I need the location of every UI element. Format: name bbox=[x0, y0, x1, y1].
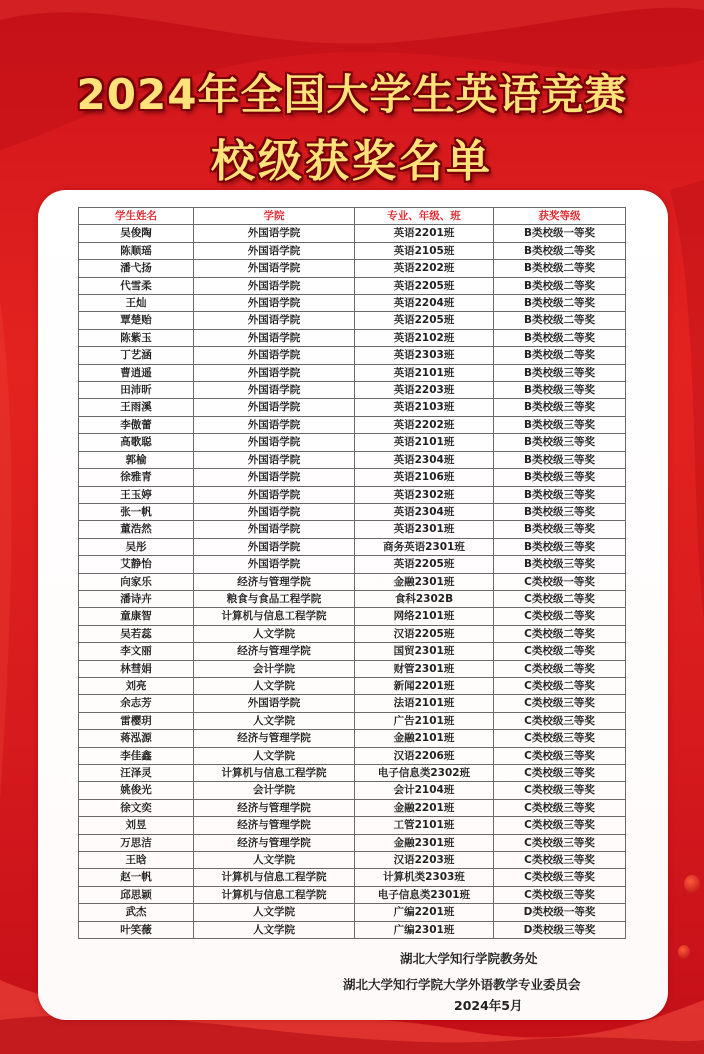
title-line-1: 2024年全国大学生英语竞赛 bbox=[76, 70, 628, 119]
cell-college: 人文学院 bbox=[194, 852, 355, 869]
cell-major-class: 金融2301班 bbox=[355, 834, 494, 851]
cell-award-level: C类校级三等奖 bbox=[494, 852, 626, 869]
cell-student-name: 万思洁 bbox=[79, 834, 194, 851]
cell-college: 人文学院 bbox=[194, 712, 355, 729]
cell-student-name: 叶笑薇 bbox=[79, 921, 194, 938]
table-row bbox=[79, 590, 626, 607]
table-row bbox=[79, 556, 626, 573]
cell-student-name: 潘弋扬 bbox=[79, 260, 194, 277]
table-row bbox=[79, 695, 626, 712]
cell-award-level: B类校级二等奖 bbox=[494, 260, 626, 277]
cell-award-level: B类校级三等奖 bbox=[494, 556, 626, 573]
cell-college: 经济与管理学院 bbox=[194, 573, 355, 590]
cell-major-class: 财管2301班 bbox=[355, 660, 494, 677]
cell-college: 外国语学院 bbox=[194, 521, 355, 538]
table-row bbox=[79, 242, 626, 259]
table-row bbox=[79, 382, 626, 399]
cell-major-class: 英语2203班 bbox=[355, 382, 494, 399]
cell-student-name: 向家乐 bbox=[79, 573, 194, 590]
header-college: 学院 bbox=[194, 208, 355, 225]
header-student-name: 学生姓名 bbox=[79, 208, 194, 225]
cell-major-class: 英语2304班 bbox=[355, 503, 494, 520]
cell-major-class: 商务英语2301班 bbox=[355, 538, 494, 555]
cell-major-class: 食科2302B bbox=[355, 590, 494, 607]
cell-award-level: C类校级三等奖 bbox=[494, 782, 626, 799]
cell-college: 外国语学院 bbox=[194, 295, 355, 312]
cell-student-name: 郭榆 bbox=[79, 451, 194, 468]
cell-student-name: 艾静怡 bbox=[79, 556, 194, 573]
cell-award-level: B类校级二等奖 bbox=[494, 295, 626, 312]
cell-college: 外国语学院 bbox=[194, 329, 355, 346]
cell-college: 外国语学院 bbox=[194, 364, 355, 381]
cell-award-level: B类校级二等奖 bbox=[494, 242, 626, 259]
cell-award-level: C类校级二等奖 bbox=[494, 660, 626, 677]
cell-award-level: B类校级三等奖 bbox=[494, 434, 626, 451]
cell-major-class: 英语2205班 bbox=[355, 556, 494, 573]
cell-award-level: B类校级三等奖 bbox=[494, 451, 626, 468]
cell-student-name: 雷樱玥 bbox=[79, 712, 194, 729]
cell-student-name: 李傲蕾 bbox=[79, 416, 194, 433]
cell-student-name: 林彗娟 bbox=[79, 660, 194, 677]
cell-award-level: B类校级三等奖 bbox=[494, 503, 626, 520]
cell-college: 外国语学院 bbox=[194, 538, 355, 555]
cell-award-level: C类校级二等奖 bbox=[494, 608, 626, 625]
cell-college: 外国语学院 bbox=[194, 312, 355, 329]
cell-award-level: C类校级三等奖 bbox=[494, 730, 626, 747]
cell-award-level: C类校级三等奖 bbox=[494, 817, 626, 834]
table-row bbox=[79, 643, 626, 660]
table-row bbox=[79, 503, 626, 520]
table-row bbox=[79, 225, 626, 242]
table-body bbox=[79, 225, 626, 939]
table-row bbox=[79, 347, 626, 364]
footer-date: 2024年5月 bbox=[454, 998, 523, 1013]
cell-major-class: 英语2302班 bbox=[355, 486, 494, 503]
cell-major-class: 英语2106班 bbox=[355, 469, 494, 486]
cell-student-name: 代雪柔 bbox=[79, 277, 194, 294]
table-row bbox=[79, 904, 626, 921]
cell-student-name: 丁艺涵 bbox=[79, 347, 194, 364]
header-major-class: 专业、年级、班 bbox=[355, 208, 494, 225]
cell-college: 外国语学院 bbox=[194, 503, 355, 520]
cell-college: 经济与管理学院 bbox=[194, 799, 355, 816]
cell-college: 人文学院 bbox=[194, 677, 355, 694]
cell-student-name: 徐雅青 bbox=[79, 469, 194, 486]
cell-award-level: D类校级三等奖 bbox=[494, 921, 626, 938]
cell-student-name: 高歌聪 bbox=[79, 434, 194, 451]
cell-major-class: 广编2201班 bbox=[355, 904, 494, 921]
table-row bbox=[79, 625, 626, 642]
cell-student-name: 刘昱 bbox=[79, 817, 194, 834]
cell-award-level: C类校级二等奖 bbox=[494, 643, 626, 660]
cell-college: 经济与管理学院 bbox=[194, 643, 355, 660]
footer-issuer-2: 湖北大学知行学院大学外语教学专业委员会 bbox=[343, 977, 581, 992]
table-row bbox=[79, 799, 626, 816]
cell-major-class: 英语2101班 bbox=[355, 434, 494, 451]
cell-major-class: 汉语2205班 bbox=[355, 625, 494, 642]
cell-award-level: C类校级三等奖 bbox=[494, 695, 626, 712]
cell-major-class: 英语2201班 bbox=[355, 225, 494, 242]
cell-student-name: 余志芳 bbox=[79, 695, 194, 712]
table-row bbox=[79, 573, 626, 590]
cell-college: 外国语学院 bbox=[194, 277, 355, 294]
cell-student-name: 刘亮 bbox=[79, 677, 194, 694]
cell-college: 人文学院 bbox=[194, 921, 355, 938]
cell-major-class: 英语2205班 bbox=[355, 277, 494, 294]
cell-college: 外国语学院 bbox=[194, 451, 355, 468]
cell-student-name: 姚俊光 bbox=[79, 782, 194, 799]
table-row bbox=[79, 451, 626, 468]
cell-college: 粮食与食品工程学院 bbox=[194, 590, 355, 607]
cell-major-class: 金融2101班 bbox=[355, 730, 494, 747]
table-row bbox=[79, 765, 626, 782]
cell-award-level: B类校级三等奖 bbox=[494, 399, 626, 416]
cell-major-class: 电子信息类2301班 bbox=[355, 886, 494, 903]
cell-college: 外国语学院 bbox=[194, 399, 355, 416]
table-row bbox=[79, 364, 626, 381]
cell-college: 外国语学院 bbox=[194, 225, 355, 242]
cell-student-name: 武杰 bbox=[79, 904, 194, 921]
cell-college: 外国语学院 bbox=[194, 382, 355, 399]
cell-award-level: B类校级二等奖 bbox=[494, 277, 626, 294]
table-row bbox=[79, 469, 626, 486]
cell-award-level: B类校级一等奖 bbox=[494, 225, 626, 242]
cell-student-name: 田沛昕 bbox=[79, 382, 194, 399]
cell-award-level: C类校级二等奖 bbox=[494, 590, 626, 607]
cell-major-class: 英语2303班 bbox=[355, 347, 494, 364]
cell-college: 经济与管理学院 bbox=[194, 817, 355, 834]
table-row bbox=[79, 677, 626, 694]
table-row bbox=[79, 329, 626, 346]
cell-award-level: C类校级三等奖 bbox=[494, 765, 626, 782]
cell-major-class: 网络2101班 bbox=[355, 608, 494, 625]
cell-college: 人文学院 bbox=[194, 904, 355, 921]
cell-college: 外国语学院 bbox=[194, 416, 355, 433]
cell-award-level: C类校级一等奖 bbox=[494, 573, 626, 590]
cell-college: 经济与管理学院 bbox=[194, 834, 355, 851]
cell-student-name: 李佳鑫 bbox=[79, 747, 194, 764]
cell-award-level: C类校级三等奖 bbox=[494, 886, 626, 903]
footer-issuer-1: 湖北大学知行学院教务处 bbox=[400, 951, 538, 966]
cell-college: 计算机与信息工程学院 bbox=[194, 886, 355, 903]
table-row bbox=[79, 277, 626, 294]
table-row bbox=[79, 782, 626, 799]
cell-student-name: 王玉婷 bbox=[79, 486, 194, 503]
cell-award-level: C类校级三等奖 bbox=[494, 799, 626, 816]
cell-student-name: 董浩然 bbox=[79, 521, 194, 538]
cell-major-class: 金融2301班 bbox=[355, 573, 494, 590]
cell-major-class: 广编2301班 bbox=[355, 921, 494, 938]
cell-major-class: 英语2202班 bbox=[355, 260, 494, 277]
cell-award-level: C类校级三等奖 bbox=[494, 712, 626, 729]
cell-award-level: B类校级三等奖 bbox=[494, 382, 626, 399]
cell-award-level: D类校级一等奖 bbox=[494, 904, 626, 921]
table-row bbox=[79, 747, 626, 764]
cell-major-class: 英语2204班 bbox=[355, 295, 494, 312]
table-row bbox=[79, 399, 626, 416]
cell-college: 计算机与信息工程学院 bbox=[194, 608, 355, 625]
cell-award-level: C类校级二等奖 bbox=[494, 625, 626, 642]
cell-award-level: B类校级二等奖 bbox=[494, 347, 626, 364]
table-row bbox=[79, 886, 626, 903]
table-row bbox=[79, 608, 626, 625]
cell-major-class: 英语2103班 bbox=[355, 399, 494, 416]
cell-student-name: 潘诗卉 bbox=[79, 590, 194, 607]
cell-award-level: B类校级三等奖 bbox=[494, 521, 626, 538]
cell-college: 外国语学院 bbox=[194, 434, 355, 451]
cell-major-class: 英语2202班 bbox=[355, 416, 494, 433]
cell-award-level: B类校级三等奖 bbox=[494, 416, 626, 433]
cell-major-class: 金融2201班 bbox=[355, 799, 494, 816]
table-row bbox=[79, 660, 626, 677]
lantern-decoration bbox=[678, 945, 690, 959]
header-award-level: 获奖等级 bbox=[494, 208, 626, 225]
table-row bbox=[79, 834, 626, 851]
title-line-2: 校级获奖名单 bbox=[211, 136, 493, 187]
table-row bbox=[79, 312, 626, 329]
cell-college: 会计学院 bbox=[194, 782, 355, 799]
cell-major-class: 法语2101班 bbox=[355, 695, 494, 712]
cell-award-level: C类校级二等奖 bbox=[494, 677, 626, 694]
cell-student-name: 覃楚贻 bbox=[79, 312, 194, 329]
table-row bbox=[79, 416, 626, 433]
cell-student-name: 张一帆 bbox=[79, 503, 194, 520]
cell-student-name: 陈紫玉 bbox=[79, 329, 194, 346]
table-row bbox=[79, 730, 626, 747]
table-row bbox=[79, 521, 626, 538]
cell-student-name: 陈顺瑶 bbox=[79, 242, 194, 259]
cell-college: 外国语学院 bbox=[194, 486, 355, 503]
cell-award-level: B类校级二等奖 bbox=[494, 312, 626, 329]
cell-major-class: 广告2101班 bbox=[355, 712, 494, 729]
cell-college: 外国语学院 bbox=[194, 695, 355, 712]
cell-student-name: 李文丽 bbox=[79, 643, 194, 660]
table-row bbox=[79, 712, 626, 729]
cell-major-class: 英语2304班 bbox=[355, 451, 494, 468]
cell-major-class: 英语2105班 bbox=[355, 242, 494, 259]
table-row bbox=[79, 486, 626, 503]
cell-college: 经济与管理学院 bbox=[194, 730, 355, 747]
cell-award-level: B类校级三等奖 bbox=[494, 364, 626, 381]
cell-award-level: C类校级三等奖 bbox=[494, 869, 626, 886]
cell-major-class: 电子信息类2302班 bbox=[355, 765, 494, 782]
cell-college: 计算机与信息工程学院 bbox=[194, 765, 355, 782]
table-row bbox=[79, 817, 626, 834]
cell-award-level: B类校级三等奖 bbox=[494, 486, 626, 503]
cell-college: 会计学院 bbox=[194, 660, 355, 677]
cell-award-level: C类校级三等奖 bbox=[494, 747, 626, 764]
cell-major-class: 英语2101班 bbox=[355, 364, 494, 381]
table-header-row bbox=[79, 208, 626, 225]
cell-college: 外国语学院 bbox=[194, 260, 355, 277]
cell-college: 人文学院 bbox=[194, 747, 355, 764]
cell-award-level: B类校级二等奖 bbox=[494, 329, 626, 346]
table-row bbox=[79, 434, 626, 451]
table-row bbox=[79, 260, 626, 277]
table-row bbox=[79, 538, 626, 555]
cell-major-class: 会计2104班 bbox=[355, 782, 494, 799]
cell-major-class: 工管2101班 bbox=[355, 817, 494, 834]
cell-student-name: 王灿 bbox=[79, 295, 194, 312]
cell-student-name: 王雨溪 bbox=[79, 399, 194, 416]
cell-college: 计算机与信息工程学院 bbox=[194, 869, 355, 886]
cell-student-name: 徐文奕 bbox=[79, 799, 194, 816]
cell-award-level: B类校级三等奖 bbox=[494, 538, 626, 555]
table-row bbox=[79, 869, 626, 886]
cell-college: 外国语学院 bbox=[194, 469, 355, 486]
cell-college: 外国语学院 bbox=[194, 347, 355, 364]
cell-student-name: 王晗 bbox=[79, 852, 194, 869]
table-row bbox=[79, 852, 626, 869]
cell-student-name: 蒋泓源 bbox=[79, 730, 194, 747]
table-row bbox=[79, 921, 626, 938]
cell-college: 人文学院 bbox=[194, 625, 355, 642]
cell-student-name: 吴若蕊 bbox=[79, 625, 194, 642]
cell-major-class: 英语2301班 bbox=[355, 521, 494, 538]
cell-student-name: 邱思颖 bbox=[79, 886, 194, 903]
cell-student-name: 曹逍遥 bbox=[79, 364, 194, 381]
cell-college: 外国语学院 bbox=[194, 556, 355, 573]
cell-major-class: 英语2205班 bbox=[355, 312, 494, 329]
cell-student-name: 童康智 bbox=[79, 608, 194, 625]
table-row bbox=[79, 295, 626, 312]
cell-student-name: 汪泽灵 bbox=[79, 765, 194, 782]
cell-award-level: B类校级三等奖 bbox=[494, 469, 626, 486]
cell-college: 外国语学院 bbox=[194, 242, 355, 259]
cell-major-class: 汉语2206班 bbox=[355, 747, 494, 764]
cell-major-class: 汉语2203班 bbox=[355, 852, 494, 869]
cell-major-class: 计算机类2303班 bbox=[355, 869, 494, 886]
cell-student-name: 赵一帆 bbox=[79, 869, 194, 886]
cell-student-name: 吴彤 bbox=[79, 538, 194, 555]
award-table bbox=[78, 207, 626, 939]
lantern-decoration bbox=[684, 875, 700, 893]
cell-major-class: 新闻2201班 bbox=[355, 677, 494, 694]
cell-student-name: 吴俊陶 bbox=[79, 225, 194, 242]
cell-award-level: C类校级三等奖 bbox=[494, 834, 626, 851]
cell-major-class: 英语2102班 bbox=[355, 329, 494, 346]
cell-major-class: 国贸2301班 bbox=[355, 643, 494, 660]
